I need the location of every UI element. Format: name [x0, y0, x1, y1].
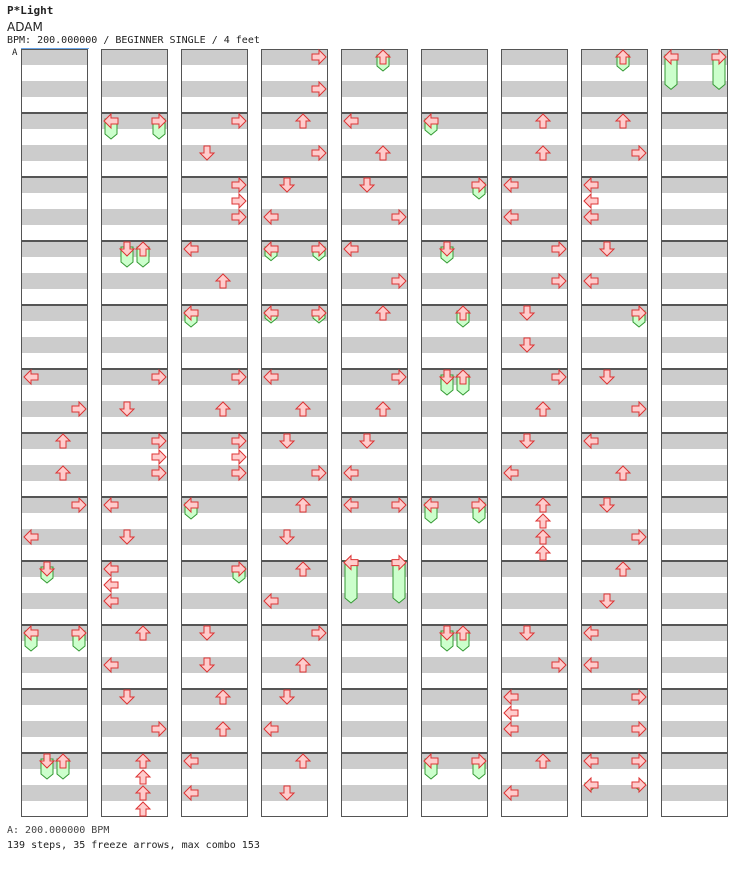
measure-box — [181, 689, 248, 753]
beat-stripe — [501, 49, 568, 65]
beat-stripe — [421, 561, 488, 577]
measure-box — [581, 113, 648, 177]
beat-stripe — [421, 81, 488, 97]
beat-stripe — [421, 49, 488, 65]
beat-stripe — [421, 529, 488, 545]
measure-box — [101, 177, 168, 241]
measure-box — [661, 497, 728, 561]
beat-stripe — [21, 657, 88, 673]
beat-stripe — [341, 401, 408, 417]
beat-stripe — [21, 241, 88, 257]
beat-stripe — [341, 529, 408, 545]
beat-stripe — [501, 529, 568, 545]
measure-box — [581, 241, 648, 305]
beat-stripe — [661, 561, 728, 577]
beat-stripe — [581, 561, 648, 577]
beat-stripe — [661, 241, 728, 257]
measure-box — [21, 241, 88, 305]
measure-box — [101, 625, 168, 689]
measure-box — [341, 433, 408, 497]
beat-stripe — [21, 145, 88, 161]
beat-stripe — [21, 689, 88, 705]
beat-stripe — [21, 49, 88, 65]
beat-stripe — [661, 529, 728, 545]
measure-box — [421, 369, 488, 433]
beat-stripe — [341, 721, 408, 737]
beat-stripe — [661, 657, 728, 673]
measure-box — [421, 625, 488, 689]
beat-stripe — [101, 49, 168, 65]
measure-box — [661, 561, 728, 625]
beat-stripe — [21, 113, 88, 129]
beat-stripe — [341, 305, 408, 321]
beat-stripe — [501, 497, 568, 513]
freeze-arrow-left — [664, 50, 678, 89]
beat-stripe — [661, 305, 728, 321]
measure-box — [421, 433, 488, 497]
measure-box — [101, 689, 168, 753]
measure-box — [501, 49, 568, 113]
measure-box — [341, 49, 408, 113]
beat-stripe — [501, 145, 568, 161]
beat-stripe — [21, 593, 88, 609]
beat-stripe — [21, 177, 88, 193]
beat-stripe — [661, 337, 728, 353]
beat-stripe — [661, 209, 728, 225]
beat-stripe — [341, 689, 408, 705]
beat-stripe — [341, 657, 408, 673]
song-title: ADAM — [7, 20, 43, 34]
beat-stripe — [661, 369, 728, 385]
measure-box — [501, 625, 568, 689]
measure-box — [341, 177, 408, 241]
measure-box — [181, 625, 248, 689]
beat-stripe — [21, 721, 88, 737]
beat-stripe — [421, 209, 488, 225]
beat-stripe — [501, 81, 568, 97]
freeze-arrow-right — [712, 50, 726, 89]
beat-stripe — [181, 273, 248, 289]
beat-stripe — [581, 113, 648, 129]
measure-box — [21, 49, 88, 113]
measure-box — [501, 113, 568, 177]
measure-box — [581, 49, 648, 113]
beat-stripe — [501, 593, 568, 609]
beat-stripe — [101, 625, 168, 641]
beat-stripe — [261, 113, 328, 129]
beat-stripe — [501, 561, 568, 577]
beat-stripe — [261, 657, 328, 673]
beat-stripe — [421, 145, 488, 161]
beat-stripe — [661, 273, 728, 289]
beat-stripe — [101, 177, 168, 193]
measure-box — [661, 177, 728, 241]
measure-box — [341, 753, 408, 817]
measure-box — [421, 305, 488, 369]
beat-stripe — [661, 689, 728, 705]
beat-stripe — [501, 753, 568, 769]
beat-stripe — [261, 497, 328, 513]
beat-stripe — [181, 49, 248, 65]
beat-stripe — [661, 145, 728, 161]
measure-box — [101, 305, 168, 369]
beat-stripe — [661, 625, 728, 641]
measure-box — [661, 753, 728, 817]
beat-stripe — [101, 209, 168, 225]
beat-stripe — [661, 497, 728, 513]
beat-stripe — [661, 465, 728, 481]
beat-stripe — [101, 753, 168, 769]
beat-stripe — [661, 401, 728, 417]
measure-box — [21, 561, 88, 625]
beat-stripe — [421, 657, 488, 673]
beat-stripe — [661, 177, 728, 193]
chart-info: BPM: 200.000000 / BEGINNER SINGLE / 4 feet — [7, 35, 260, 46]
beat-stripe — [101, 273, 168, 289]
step-stats: 139 steps, 35 freeze arrows, max combo 153 — [7, 840, 260, 851]
beat-stripe — [421, 465, 488, 481]
beat-stripe — [421, 337, 488, 353]
measure-box — [21, 113, 88, 177]
measure-box — [501, 305, 568, 369]
measure-box — [421, 241, 488, 305]
beat-stripe — [181, 81, 248, 97]
beat-stripe — [661, 785, 728, 801]
beat-stripe — [261, 753, 328, 769]
beat-stripe — [181, 593, 248, 609]
beat-stripe — [101, 785, 168, 801]
measure-box — [501, 433, 568, 497]
beat-stripe — [21, 433, 88, 449]
measure-box — [661, 305, 728, 369]
beat-stripe — [421, 785, 488, 801]
measure-box — [661, 113, 728, 177]
freeze-arrow-right — [392, 556, 406, 603]
beat-stripe — [261, 401, 328, 417]
beat-stripe — [181, 401, 248, 417]
measure-box — [261, 497, 328, 561]
beat-stripe — [421, 305, 488, 321]
freeze-arrow-left — [344, 556, 358, 603]
measure-box — [501, 497, 568, 561]
measure-box — [661, 241, 728, 305]
measure-box — [101, 49, 168, 113]
beat-stripe — [661, 433, 728, 449]
measure-box — [661, 689, 728, 753]
beat-stripe — [21, 273, 88, 289]
measure-box — [581, 369, 648, 433]
beat-stripe — [421, 273, 488, 289]
beat-stripe — [341, 785, 408, 801]
beat-stripe — [21, 305, 88, 321]
beat-stripe — [101, 145, 168, 161]
bpm-summary: A: 200.000000 BPM — [7, 825, 110, 836]
beat-stripe — [21, 785, 88, 801]
beat-stripe — [341, 625, 408, 641]
beat-stripe — [21, 465, 88, 481]
beat-stripe — [341, 753, 408, 769]
measure-box — [421, 49, 488, 113]
measure-box — [101, 241, 168, 305]
beat-stripe — [101, 337, 168, 353]
bpm-marker-label: A — [12, 48, 18, 58]
beat-stripe — [181, 721, 248, 737]
beat-stripe — [581, 465, 648, 481]
beat-stripe — [181, 529, 248, 545]
beat-stripe — [261, 561, 328, 577]
beat-stripe — [421, 689, 488, 705]
beat-stripe — [501, 401, 568, 417]
measure-box — [421, 689, 488, 753]
measure-box — [341, 689, 408, 753]
measure-box — [261, 113, 328, 177]
beat-stripe — [421, 721, 488, 737]
measure-box — [261, 177, 328, 241]
measure-box — [661, 369, 728, 433]
measure-box — [261, 561, 328, 625]
measure-box — [261, 433, 328, 497]
beat-stripe — [21, 337, 88, 353]
measure-box — [341, 625, 408, 689]
beat-stripe — [581, 337, 648, 353]
beat-stripe — [21, 81, 88, 97]
beat-stripe — [21, 209, 88, 225]
beat-stripe — [661, 753, 728, 769]
measure-box — [181, 49, 248, 113]
measure-box — [261, 689, 328, 753]
site-title: P*Light — [7, 4, 54, 17]
measure-box — [341, 305, 408, 369]
measure-box — [21, 433, 88, 497]
measure-box — [261, 753, 328, 817]
beat-stripe — [101, 305, 168, 321]
beat-stripe — [661, 593, 728, 609]
beat-stripe — [341, 81, 408, 97]
measure-box — [21, 689, 88, 753]
measure-box — [21, 177, 88, 241]
measure-box — [661, 625, 728, 689]
measure-box — [21, 305, 88, 369]
beat-stripe — [581, 81, 648, 97]
beat-stripe — [421, 593, 488, 609]
measure-box — [581, 497, 648, 561]
beat-stripe — [501, 113, 568, 129]
measure-box — [421, 561, 488, 625]
beat-stripe — [421, 401, 488, 417]
measure-box — [501, 753, 568, 817]
beat-stripe — [181, 337, 248, 353]
measure-box — [661, 433, 728, 497]
beat-stripe — [421, 433, 488, 449]
beat-stripe — [261, 273, 328, 289]
beat-stripe — [661, 721, 728, 737]
beat-stripe — [661, 113, 728, 129]
beat-stripe — [341, 337, 408, 353]
beat-stripe — [341, 145, 408, 161]
measure-box — [581, 561, 648, 625]
beat-stripe — [581, 49, 648, 65]
beat-stripe — [341, 49, 408, 65]
beat-stripe — [181, 689, 248, 705]
beat-stripe — [261, 337, 328, 353]
measure-box — [501, 561, 568, 625]
beat-stripe — [101, 81, 168, 97]
measure-box — [21, 753, 88, 817]
measure-box — [101, 753, 168, 817]
